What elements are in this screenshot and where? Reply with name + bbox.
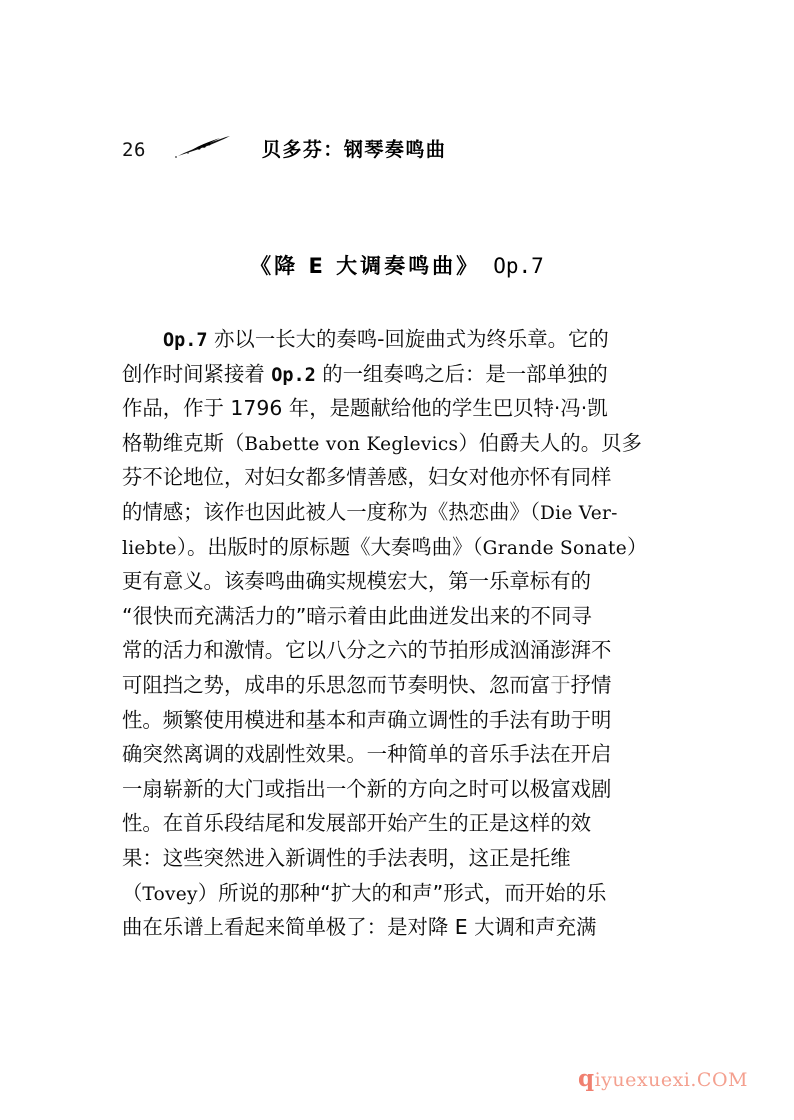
text-line — [122, 910, 674, 945]
text-line — [122, 426, 674, 461]
text-line — [122, 806, 674, 841]
text-run: 可阻挡之势，成串的乐思忽而节奏明快、忽而富 — [122, 672, 551, 697]
text-line — [122, 495, 674, 530]
running-head-title: 贝多芬：钢琴奏鸣曲 — [261, 138, 447, 162]
text-line — [122, 391, 674, 426]
work-title-opus: Op.7 — [493, 254, 544, 278]
text-run: Babette von Keglevics — [244, 433, 459, 455]
text-run: 确突然离调的戏剧性效果。一种简单的音乐手法在开启 — [122, 742, 612, 767]
text-line — [122, 564, 674, 599]
text-run: 的情感；该作也因此被人一度称为《热恋曲》（ — [122, 499, 541, 524]
text-run: 性。频繁使用模进和基本和声确立调性的手法有助于明 — [122, 707, 612, 732]
text-run: 于 — [550, 672, 571, 697]
text-line — [122, 322, 674, 357]
text-line — [122, 530, 674, 565]
page-title — [0, 250, 794, 280]
body-paragraph — [122, 322, 674, 945]
text-run: 格勒维克斯（ — [122, 430, 245, 455]
text-line — [122, 703, 674, 738]
text-run: 更有意义。该奏鸣曲确实规模宏大，第一乐章标有的 — [122, 569, 591, 594]
text-line — [122, 599, 674, 634]
text-run: Op.7 — [163, 330, 208, 351]
text-run: Tovey — [142, 883, 198, 905]
text-run: ）。出版时的原标题《大奏鸣曲》（ — [176, 534, 483, 559]
text-run: （ — [122, 880, 143, 905]
text-run: 常的活力和激情。它以八分之六的节拍形成汹涌澎湃不 — [122, 638, 612, 663]
text-run: liebte — [122, 537, 177, 559]
text-run: “很快而充满活力的”暗示着由此曲迸发出来的不同寻 — [122, 603, 592, 628]
text-run: Grande Sonate — [482, 537, 627, 559]
text-line — [122, 633, 674, 668]
work-title-cjk: 《降 E 大调奏鸣曲》 — [250, 254, 481, 278]
text-run: ）伯爵夫人的。贝多 — [458, 430, 642, 455]
text-run: ）所说的那种“扩大的和声”形式，而开始的乐 — [197, 880, 607, 905]
text-run: 作品，作于 1796 年，是题献给他的学生巴贝特·冯·凯 — [122, 396, 608, 421]
page-number: 26 — [122, 139, 146, 161]
text-run: 的一组奏鸣之后：是一部单独的 — [315, 361, 608, 386]
text-run: 亦以一长大的奏鸣-回旋曲式为终乐章。它的 — [207, 327, 609, 351]
text-line — [122, 876, 674, 911]
text-run: 一扇崭新的大门或指出一个新的方向之时可以极富戏剧 — [122, 776, 612, 801]
text-line — [122, 460, 674, 495]
text-run: Op.2 — [271, 364, 316, 386]
text-run: 抒情 — [570, 672, 612, 697]
text-run: ） — [626, 534, 648, 559]
site-watermark — [578, 1065, 748, 1092]
flourish-ornament-icon — [174, 134, 236, 160]
text-run: 果：这些突然进入新调性的手法表明，这正是托维 — [122, 845, 571, 870]
text-line — [122, 357, 674, 392]
text-line — [122, 668, 674, 703]
text-run: 性。在首乐段结尾和发展部开始产生的正是这样的效 — [122, 811, 591, 836]
running-head — [122, 126, 682, 160]
text-line — [122, 841, 674, 876]
watermark-text: iyuexuexi.COM — [594, 1069, 748, 1091]
text-run: 芬不论地位，对妇女都多情善感，妇女对他亦怀有同样 — [122, 465, 612, 490]
text-line — [122, 737, 674, 772]
text-run: 创作时间紧接着 — [122, 361, 272, 386]
text-line — [122, 772, 674, 807]
text-run: Die Ver- — [540, 502, 618, 524]
text-run: 曲在乐谱上看起来简单极了：是对降 E 大调和声充满 — [122, 915, 597, 940]
watermark-lead-letter: q — [578, 1065, 595, 1092]
